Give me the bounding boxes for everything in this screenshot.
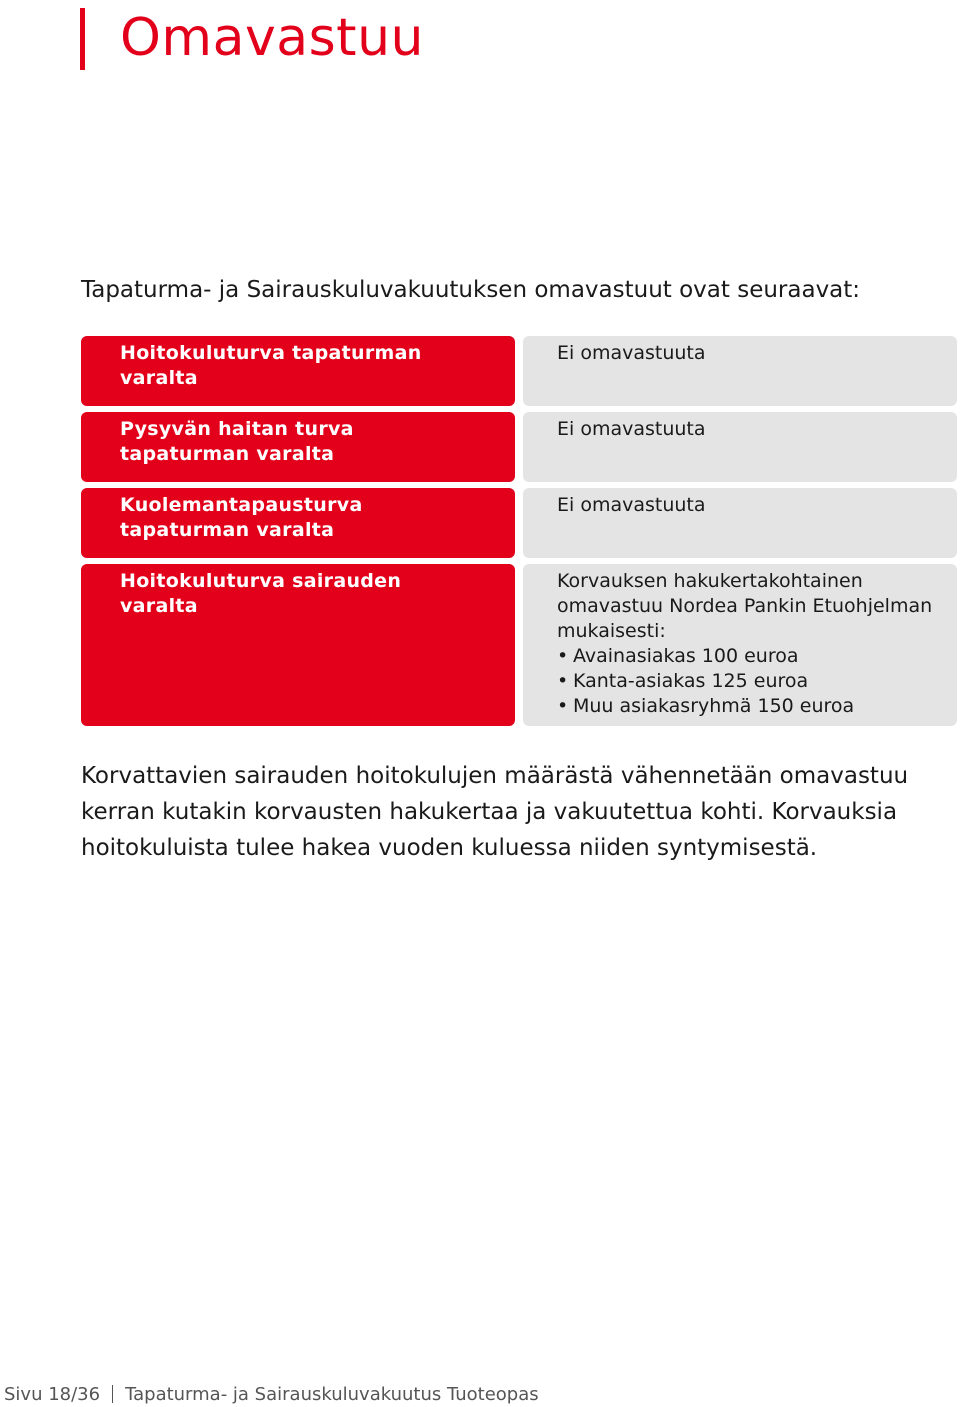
page-footer — [4, 1383, 539, 1407]
page-number: Sivu 18/36 — [4, 1384, 101, 1405]
list-item: • Avainasiakas 100 euroa — [557, 644, 937, 669]
title-accent-bar — [80, 8, 85, 70]
page-title: Omavastuu — [120, 8, 424, 68]
intro-text: Tapaturma- ja Sairauskuluvakuutuksen omavastuut ovat seuraavat: — [81, 277, 861, 303]
table-row — [81, 564, 957, 726]
coverage-label: Hoitokuluturva sairauden varalta — [81, 564, 515, 726]
deductible-value: Ei omavastuuta — [523, 488, 957, 558]
footer-divider — [112, 1385, 113, 1403]
list-item: • Muu asiakasryhmä 150 euroa — [557, 694, 937, 719]
table-row — [81, 336, 957, 406]
deductible-table — [81, 336, 957, 726]
deductible-value — [523, 564, 957, 726]
table-row — [81, 488, 957, 558]
table-row — [81, 412, 957, 482]
deductible-description: Korvauksen hakukertakohtainen omavastuu Nordea Pankin Etuohjelman mukaisesti: — [557, 570, 933, 642]
coverage-label: Hoitokuluturva tapaturman varalta — [81, 336, 515, 406]
deductible-value: Ei omavastuuta — [523, 336, 957, 406]
coverage-label: Kuolemantapausturva tapaturman varalta — [81, 488, 515, 558]
document-title: Tapaturma- ja Sairauskuluvakuutus Tuoteopas — [125, 1384, 539, 1405]
list-item: • Kanta-asiakas 125 euroa — [557, 669, 937, 694]
deductible-value: Ei omavastuuta — [523, 412, 957, 482]
customer-group-list — [557, 644, 937, 719]
body-paragraph: Korvattavien sairauden hoitokulujen määrästä vähennetään omavastuu kerran kutakin korvausten hakukertaa ja vakuutettua kohti. Korvauksia hoitokuluista tulee hakea vuoden kuluessa niiden syntymisestä. — [81, 763, 909, 861]
coverage-label: Pysyvän haitan turva tapaturman varalta — [81, 412, 515, 482]
